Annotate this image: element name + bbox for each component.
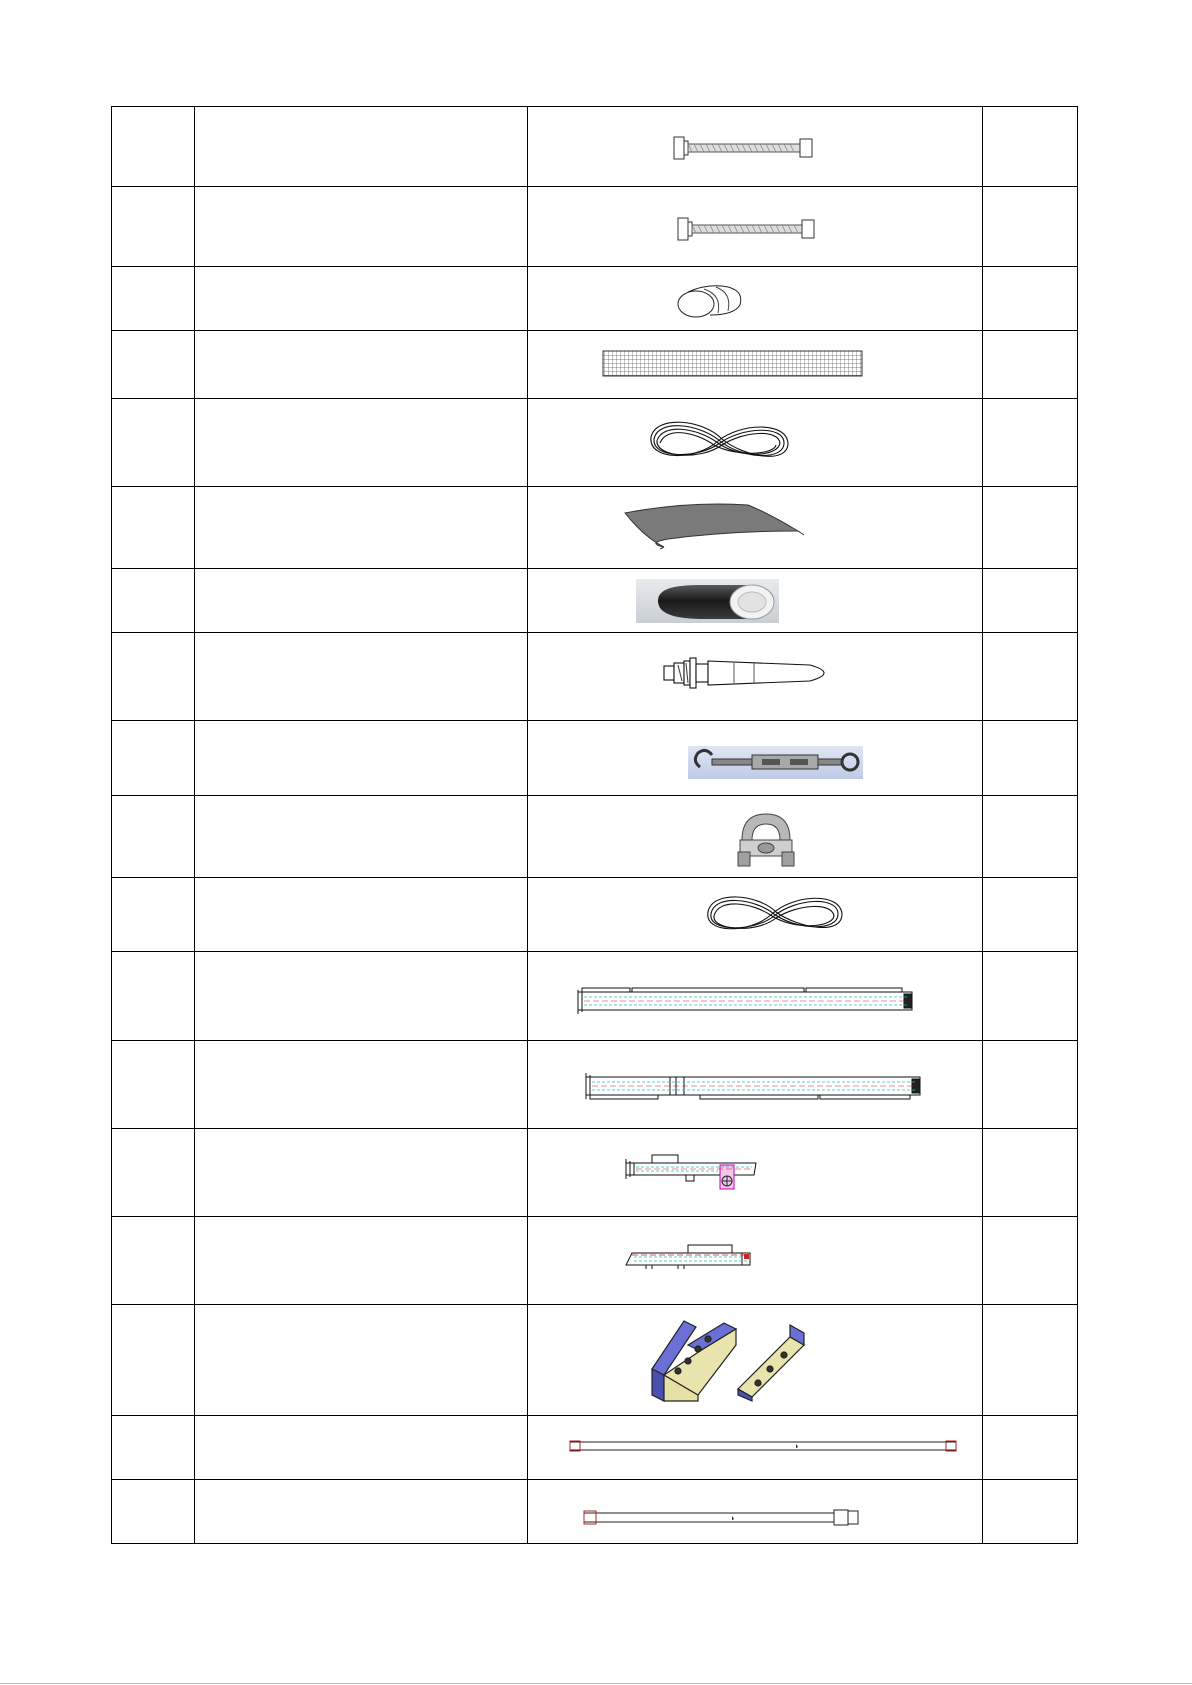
coiled-wire-rope-icon (528, 878, 981, 951)
item-image-cell (528, 1480, 982, 1544)
item-name-cell (195, 267, 528, 331)
table-row (112, 796, 1078, 878)
item-qty-cell (982, 1416, 1077, 1480)
table-row (112, 878, 1078, 952)
item-name-cell (195, 952, 528, 1041)
table-row (112, 331, 1078, 399)
item-image-cell (528, 107, 982, 187)
item-qty-cell (982, 1480, 1077, 1544)
item-number-cell (112, 1129, 195, 1217)
item-qty-cell (982, 796, 1077, 878)
item-image-cell (528, 1041, 982, 1129)
table-row (112, 399, 1078, 487)
page-edge-line (0, 1683, 1192, 1684)
table-row (112, 1305, 1078, 1416)
item-image-cell (528, 569, 982, 633)
item-qty-cell (982, 187, 1077, 267)
item-number-cell (112, 487, 195, 569)
item-qty-cell (982, 952, 1077, 1041)
item-number-cell (112, 633, 195, 721)
item-qty-cell (982, 1217, 1077, 1305)
item-image-cell (528, 399, 982, 487)
item-qty-cell (982, 633, 1077, 721)
item-image-cell (528, 1305, 982, 1416)
item-number-cell (112, 878, 195, 952)
item-number-cell (112, 399, 195, 487)
foam-tube-icon (528, 569, 981, 632)
long-tube-icon (528, 1416, 981, 1479)
item-name-cell (195, 796, 528, 878)
item-qty-cell (982, 1305, 1077, 1416)
item-qty-cell (982, 878, 1077, 952)
item-number-cell (112, 1217, 195, 1305)
table-row (112, 1041, 1078, 1129)
item-image-cell (528, 487, 982, 569)
item-image-cell (528, 796, 982, 878)
expansion-anchor-bolt-icon (528, 633, 981, 720)
short-rail-a-icon (528, 1129, 981, 1216)
item-number-cell (112, 187, 195, 267)
item-qty-cell (982, 1041, 1077, 1129)
item-name-cell (195, 1480, 528, 1544)
long-rail-a-icon (528, 952, 981, 1040)
item-name-cell (195, 1416, 528, 1480)
item-number-cell (112, 796, 195, 878)
table-row (112, 633, 1078, 721)
item-number-cell (112, 1305, 195, 1416)
item-name-cell (195, 1217, 528, 1305)
table-row (112, 187, 1078, 267)
item-number-cell (112, 107, 195, 187)
item-number-cell (112, 721, 195, 796)
item-qty-cell (982, 569, 1077, 633)
item-qty-cell (982, 721, 1077, 796)
item-image-cell (528, 878, 982, 952)
mesh-strip-icon (528, 331, 981, 398)
item-name-cell (195, 399, 528, 487)
item-number-cell (112, 1416, 195, 1480)
item-number-cell (112, 1041, 195, 1129)
item-name-cell (195, 1305, 528, 1416)
coiled-wire-rope-icon (528, 399, 981, 486)
item-qty-cell (982, 1129, 1077, 1217)
long-rail-b-icon (528, 1041, 981, 1128)
item-name-cell (195, 569, 528, 633)
item-name-cell (195, 487, 528, 569)
item-qty-cell (982, 399, 1077, 487)
table-row (112, 107, 1078, 187)
item-image-cell (528, 187, 982, 267)
item-number-cell (112, 569, 195, 633)
wire-rope-clip-icon (528, 796, 981, 877)
shade-sail-fabric-icon (528, 487, 981, 568)
item-image-cell (528, 267, 982, 331)
table-row (112, 952, 1078, 1041)
table-row (112, 1416, 1078, 1480)
table-row (112, 1217, 1078, 1305)
item-image-cell (528, 633, 982, 721)
bolt-long-icon (528, 187, 981, 266)
item-qty-cell (982, 331, 1077, 399)
short-tube-icon (528, 1480, 981, 1543)
item-name-cell (195, 1041, 528, 1129)
item-image-cell (528, 952, 982, 1041)
turnbuckle-icon (528, 721, 981, 795)
item-qty-cell (982, 487, 1077, 569)
bolt-long-icon (528, 107, 981, 186)
table-row (112, 267, 1078, 331)
rubber-plug-icon (528, 267, 981, 330)
item-number-cell (112, 267, 195, 331)
item-image-cell (528, 721, 982, 796)
table-row (112, 569, 1078, 633)
table-row (112, 487, 1078, 569)
table-row (112, 1480, 1078, 1544)
table-row (112, 1129, 1078, 1217)
item-number-cell (112, 952, 195, 1041)
item-image-cell (528, 331, 982, 399)
item-name-cell (195, 633, 528, 721)
parts-table (111, 106, 1078, 1544)
item-name-cell (195, 187, 528, 267)
item-image-cell (528, 1416, 982, 1480)
table-row (112, 721, 1078, 796)
u-bracket-pair-icon (528, 1305, 981, 1415)
item-qty-cell (982, 107, 1077, 187)
item-name-cell (195, 878, 528, 952)
short-rail-b-icon (528, 1217, 981, 1304)
item-name-cell (195, 331, 528, 399)
item-image-cell (528, 1217, 982, 1305)
item-image-cell (528, 1129, 982, 1217)
item-name-cell (195, 1129, 528, 1217)
item-number-cell (112, 1480, 195, 1544)
item-name-cell (195, 107, 528, 187)
item-qty-cell (982, 267, 1077, 331)
item-name-cell (195, 721, 528, 796)
item-number-cell (112, 331, 195, 399)
